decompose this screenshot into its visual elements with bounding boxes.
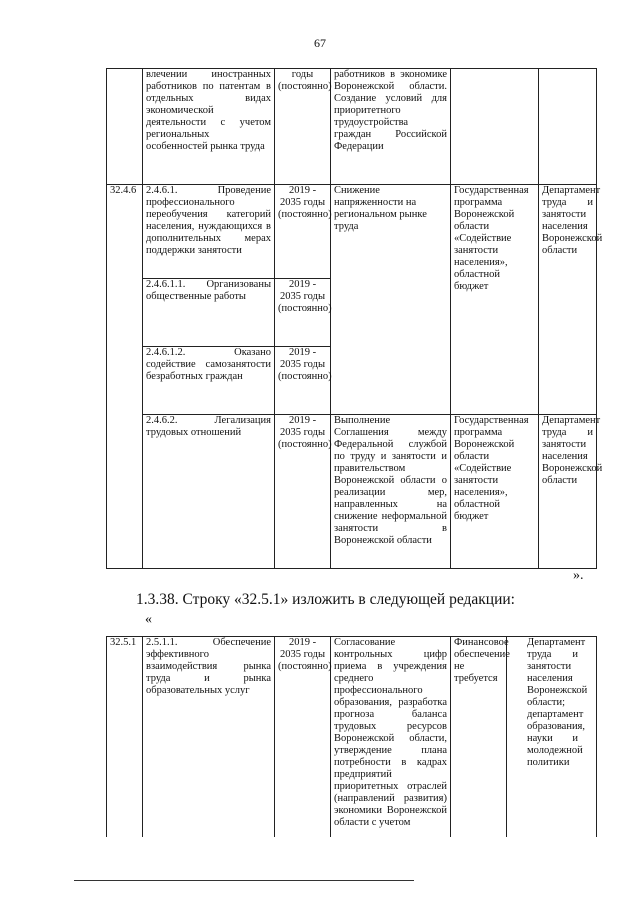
footer-divider bbox=[74, 880, 414, 881]
cell-source bbox=[451, 69, 539, 185]
cell-num bbox=[107, 69, 143, 185]
cell-executor: Департамент труда и занятости населения Воронежской области bbox=[539, 185, 597, 415]
cell-period: 2019 - 2035 годы (постоянно) bbox=[275, 185, 331, 279]
plan-table-new-row bbox=[106, 636, 597, 837]
cell-source: Государственная программа Воронежской области «Содействие занятости населения», областной бюджет bbox=[451, 185, 539, 415]
cell-period: 2019 - 2035 годы (постоянно) bbox=[275, 637, 331, 837]
table-row bbox=[107, 69, 597, 185]
cell-result: работников в экономике Воронежской области. Создание условий для приоритетного трудоустройства граждан Российской Федерации bbox=[331, 69, 451, 185]
cell-num: 32.5.1 bbox=[107, 637, 143, 837]
closing-quote: ». bbox=[573, 568, 584, 583]
cell-measure: влечении иностранных работников по патентам в отдельных видах экономической деятельности с учетом региональных особенностей рынка труда bbox=[143, 69, 275, 185]
cell-result: Выполнение Соглашения между Федеральной службой по труду и занятости и правительством Воронежской области о реализации мер, направленных на снижение неформальной занятости в Воронежской области bbox=[331, 415, 451, 569]
page-number: 67 bbox=[314, 36, 326, 50]
plan-table-continued bbox=[106, 68, 603, 569]
cell-measure: 2.4.6.1.2. Оказано содействие самозанятости безработных граждан bbox=[143, 347, 275, 415]
cell-source: Государственная программа Воронежской области «Содействие занятости населения», областной бюджет bbox=[451, 415, 539, 569]
cell-measure: 2.4.6.2. Легализация трудовых отношений bbox=[143, 415, 275, 569]
cell-executor: Департамент труда и занятости населения Воронежской области bbox=[539, 415, 597, 569]
cell-measure: 2.4.6.1. Проведение профессионального переобучения категорий населения, нуждающихся в дополнительных мерах поддержки занятости bbox=[143, 185, 275, 279]
amendment-heading: 1.3.38. Строку «32.5.1» изложить в следующей редакции: bbox=[136, 591, 515, 608]
table-row bbox=[107, 185, 597, 279]
cell-period: 2019 - 2035 годы (постоянно) bbox=[275, 279, 331, 347]
cell-period: 2019 - 2035 годы (постоянно) bbox=[275, 347, 331, 415]
cell-period: 2019 - 2035 годы (постоянно) bbox=[275, 415, 331, 569]
cell-source: Финансовое обеспечение не требуется bbox=[451, 637, 507, 837]
table-row bbox=[107, 637, 597, 837]
cell-measure: 2.5.1.1. Обеспечение эффективного взаимодействия рынка труда и рынка образовательных услуг bbox=[143, 637, 275, 837]
cell-result: Снижение напряженности на региональном рынке труда bbox=[331, 185, 451, 415]
opening-quote: « bbox=[145, 612, 152, 627]
cell-num: 32.4.6 bbox=[107, 185, 143, 569]
cell-executor: Департамент труда и занятости населения Воронежской области; департамент образования, науки и молодежной политики bbox=[507, 637, 597, 837]
table-row bbox=[107, 415, 597, 569]
cell-result: Согласование контрольных цифр приема в учреждения среднего профессионального образования, разработка прогноза баланса трудовых ресурсов Воронежской области, утверждение плана потребности в кадрах предприятий приоритетных отраслей (направлений развития) экономики Воронежской области с учетом bbox=[331, 637, 451, 837]
cell-measure: 2.4.6.1.1. Организованы общественные работы bbox=[143, 279, 275, 347]
cell-period: годы (постоянно) bbox=[275, 69, 331, 185]
cell-executor bbox=[539, 69, 597, 185]
